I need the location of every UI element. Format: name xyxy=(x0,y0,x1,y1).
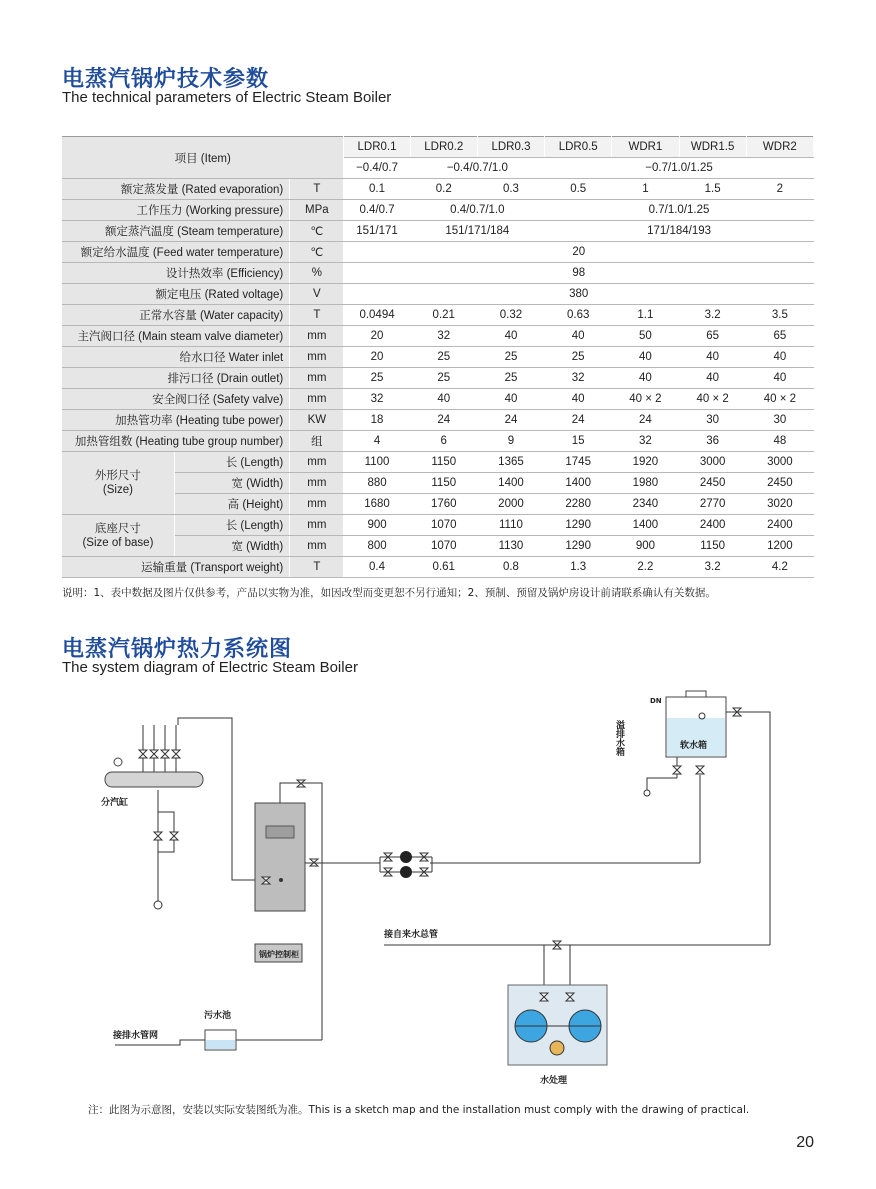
table-cell: 1365 xyxy=(477,452,544,473)
table-cell: 1130 xyxy=(477,536,544,557)
table-cell: 24 xyxy=(612,410,679,431)
header-label: 分汽缸 xyxy=(101,798,129,808)
table-cell: 1.1 xyxy=(612,305,679,326)
model-header: WDR1.5 xyxy=(679,137,746,158)
table-cell: 1980 xyxy=(612,473,679,494)
table-cell: 1.5 xyxy=(679,179,746,200)
table-cell: 2450 xyxy=(746,473,813,494)
table-cell: 40 xyxy=(679,368,746,389)
table-cell: 1290 xyxy=(545,515,612,536)
table-cell: 40 xyxy=(410,389,477,410)
table-cell: 1070 xyxy=(410,536,477,557)
table-cell: 20 xyxy=(344,347,410,368)
table-cell: 2400 xyxy=(746,515,813,536)
unit-cell: MPa xyxy=(290,200,344,221)
base-group-label: 底座尺寸 (Size of base) xyxy=(62,515,174,557)
row-label: 工作压力 (Working pressure) xyxy=(62,200,290,221)
table-cell: 25 xyxy=(477,347,544,368)
table-cell: 0.2 xyxy=(410,179,477,200)
table-cell: 380 xyxy=(344,284,814,305)
table-cell: 0.21 xyxy=(410,305,477,326)
row-label: 额定蒸发量 (Rated evaporation) xyxy=(62,179,290,200)
table-cell: 40 xyxy=(545,389,612,410)
table-cell: 1070 xyxy=(410,515,477,536)
unit-cell: T xyxy=(290,557,344,578)
table-cell: 0.1 xyxy=(344,179,410,200)
table-cell: 6 xyxy=(410,431,477,452)
row-label: 正常水容量 (Water capacity) xyxy=(62,305,290,326)
table-cell: 3020 xyxy=(746,494,813,515)
boiler-outlet-point xyxy=(279,878,283,882)
sewage-water-fill xyxy=(206,1040,235,1049)
table-cell: 1290 xyxy=(545,536,612,557)
unit-cell: mm xyxy=(290,452,344,473)
table-cell: 3.2 xyxy=(679,557,746,578)
table-cell: 1745 xyxy=(545,452,612,473)
table-cell: 24 xyxy=(410,410,477,431)
unit-cell: mm xyxy=(290,326,344,347)
table-cell: 0.4/0.7/1.0 xyxy=(410,200,544,221)
table-cell: 0.0494 xyxy=(344,305,410,326)
table-cell: 24 xyxy=(477,410,544,431)
table-cell: 0.4 xyxy=(344,557,410,578)
table-cell: 32 xyxy=(344,389,410,410)
row-label: 宽 (Width) xyxy=(174,536,289,557)
table-cell: 30 xyxy=(746,410,813,431)
unit-cell: V xyxy=(290,284,344,305)
table-cell: 4.2 xyxy=(746,557,813,578)
drain-point-icon xyxy=(154,901,162,909)
model-header: WDR1 xyxy=(612,137,679,158)
table-cell: 1.3 xyxy=(545,557,612,578)
tank-lid-icon xyxy=(686,691,706,697)
table-cell: 25 xyxy=(344,368,410,389)
cabinet-label: 锅炉控制柜 xyxy=(259,950,299,959)
table-cell: 3.2 xyxy=(679,305,746,326)
table-cell: 40 xyxy=(545,326,612,347)
section-title-en: The technical parameters of Electric Steam Boiler xyxy=(62,89,392,106)
pressure-class-cell: −0.4/0.7/1.0 xyxy=(410,158,544,179)
table-cell: 0.61 xyxy=(410,557,477,578)
table-cell: 2340 xyxy=(612,494,679,515)
drain-network-label: 接排水管网 xyxy=(113,1031,159,1041)
table-cell: 40 xyxy=(612,368,679,389)
table-cell: 1920 xyxy=(612,452,679,473)
table-cell: 40 xyxy=(679,347,746,368)
item-header: 项目 (Item) xyxy=(62,137,344,179)
table-cell: 30 xyxy=(679,410,746,431)
table-cell: 2000 xyxy=(477,494,544,515)
row-label: 运输重量 (Transport weight) xyxy=(62,557,290,578)
steam-header-icon xyxy=(105,772,203,787)
table-cell: 3.5 xyxy=(746,305,813,326)
row-label: 高 (Height) xyxy=(174,494,289,515)
table-cell: 1 xyxy=(612,179,679,200)
table-cell: 25 xyxy=(545,347,612,368)
row-label: 设计热效率 (Efficiency) xyxy=(62,263,290,284)
row-label: 额定电压 (Rated voltage) xyxy=(62,284,290,305)
unit-cell: mm xyxy=(290,536,344,557)
unit-cell: mm xyxy=(290,515,344,536)
table-cell: 800 xyxy=(344,536,410,557)
unit-cell: ℃ xyxy=(290,242,344,263)
model-header: LDR0.2 xyxy=(410,137,477,158)
float-valve-icon xyxy=(699,713,705,719)
table-cell: 900 xyxy=(612,536,679,557)
table-cell: 15 xyxy=(545,431,612,452)
row-label: 主汽阀口径 (Main steam valve diameter) xyxy=(62,326,290,347)
table-cell: 40 × 2 xyxy=(612,389,679,410)
table-cell: 32 xyxy=(545,368,612,389)
table-cell: 1200 xyxy=(746,536,813,557)
model-header: LDR0.1 xyxy=(344,137,410,158)
table-cell: 40 × 2 xyxy=(746,389,813,410)
table-cell: 0.5 xyxy=(545,179,612,200)
pressure-class-cell: −0.7/1.0/1.25 xyxy=(545,158,814,179)
unit-cell: T xyxy=(290,305,344,326)
page-number: 20 xyxy=(796,1134,814,1151)
table-cell: 0.8 xyxy=(477,557,544,578)
model-header: LDR0.3 xyxy=(477,137,544,158)
unit-cell: mm xyxy=(290,347,344,368)
row-label: 额定给水温度 (Feed water temperature) xyxy=(62,242,290,263)
table-cell: 40 × 2 xyxy=(679,389,746,410)
section-title-zh: 电蒸汽锅炉热力系统图 xyxy=(62,637,293,662)
table-cell: 1400 xyxy=(545,473,612,494)
table-cell: 1150 xyxy=(410,452,477,473)
table-cell: 1150 xyxy=(410,473,477,494)
size-group-label: 外形尺寸 (Size) xyxy=(62,452,174,515)
unit-cell: mm xyxy=(290,494,344,515)
row-label: 安全阀口径 (Safety valve) xyxy=(62,389,290,410)
section-title-en: The system diagram of Electric Steam Boiler xyxy=(62,659,358,676)
valve-icon xyxy=(673,766,681,774)
table-cell: 151/171 xyxy=(344,221,410,242)
unit-cell: T xyxy=(290,179,344,200)
row-label: 加热管功率 (Heating tube power) xyxy=(62,410,290,431)
table-note: 说明：1、表中数据及图片仅供参考，产品以实物为准，如因改型而变更恕不另行通知；2、预制、预留及锅炉房设计前请联系确认有关数据。 xyxy=(62,587,716,599)
model-header: WDR2 xyxy=(746,137,813,158)
heating-element-icon xyxy=(266,826,294,838)
row-label: 加热管组数 (Heating tube group number) xyxy=(62,431,290,452)
table-cell: 0.32 xyxy=(477,305,544,326)
table-cell: 1680 xyxy=(344,494,410,515)
table-cell: 0.7/1.0/1.25 xyxy=(545,200,814,221)
table-cell: 1760 xyxy=(410,494,477,515)
table-cell: 18 xyxy=(344,410,410,431)
pressure-gauge-icon xyxy=(114,758,122,766)
row-label: 排污口径 (Drain outlet) xyxy=(62,368,290,389)
table-cell: 2.2 xyxy=(612,557,679,578)
model-header: LDR0.5 xyxy=(545,137,612,158)
table-cell: 2450 xyxy=(679,473,746,494)
city-water-label: 接自来水总管 xyxy=(384,930,439,940)
table-cell: 2280 xyxy=(545,494,612,515)
table-cell: 20 xyxy=(344,326,410,347)
table-cell: 40 xyxy=(612,347,679,368)
table-cell: 2 xyxy=(746,179,813,200)
soft-tank-label: 软水箱 xyxy=(680,741,708,751)
table-cell: 2770 xyxy=(679,494,746,515)
brine-tank-icon xyxy=(550,1041,564,1055)
table-cell: 25 xyxy=(477,368,544,389)
table-cell: 2400 xyxy=(679,515,746,536)
table-cell: 4 xyxy=(344,431,410,452)
table-cell: 1100 xyxy=(344,452,410,473)
table-cell: 40 xyxy=(746,368,813,389)
unit-cell: KW xyxy=(290,410,344,431)
boiler-icon xyxy=(255,803,305,911)
table-cell: 3000 xyxy=(746,452,813,473)
pump-icon xyxy=(400,866,412,878)
table-cell: 25 xyxy=(410,368,477,389)
table-cell: 50 xyxy=(612,326,679,347)
valve-icon xyxy=(696,766,704,774)
table-cell: 40 xyxy=(746,347,813,368)
table-cell: 24 xyxy=(545,410,612,431)
table-cell: 40 xyxy=(477,326,544,347)
unit-cell: ℃ xyxy=(290,221,344,242)
drain-point-icon xyxy=(644,790,650,796)
table-cell: 36 xyxy=(679,431,746,452)
table-cell: 880 xyxy=(344,473,410,494)
unit-cell: 组 xyxy=(290,431,344,452)
table-cell: 20 xyxy=(344,242,814,263)
table-cell: 1400 xyxy=(612,515,679,536)
unit-cell: mm xyxy=(290,368,344,389)
unit-cell: % xyxy=(290,263,344,284)
table-cell: 1400 xyxy=(477,473,544,494)
table-cell: 1150 xyxy=(679,536,746,557)
table-cell: 25 xyxy=(410,347,477,368)
pump-icon xyxy=(400,851,412,863)
footnote: 注：此图为示意图，安装以实际安装图纸为准。This is a sketch map and the installation must comply with the drawing of practical. xyxy=(88,1104,750,1116)
water-treatment-label: 水处理 xyxy=(540,1076,568,1086)
pressure-class-cell: −0.4/0.7 xyxy=(344,158,410,179)
table-cell: 48 xyxy=(746,431,813,452)
table-cell: 0.4/0.7 xyxy=(344,200,410,221)
table-cell: 1110 xyxy=(477,515,544,536)
table-cell: 32 xyxy=(612,431,679,452)
table-cell: 40 xyxy=(477,389,544,410)
table-cell: 32 xyxy=(410,326,477,347)
row-label: 给水口径 Water inlet xyxy=(62,347,290,368)
table-cell: 0.3 xyxy=(477,179,544,200)
feed-pump-group xyxy=(384,851,428,878)
table-cell: 3000 xyxy=(679,452,746,473)
sewage-label: 污水池 xyxy=(204,1011,232,1021)
overflow-label: 溢排水箱 xyxy=(614,720,624,756)
table-cell: 900 xyxy=(344,515,410,536)
table-cell: 9 xyxy=(477,431,544,452)
table-cell: 171/184/193 xyxy=(545,221,814,242)
table-cell: 98 xyxy=(344,263,814,284)
row-label: 长 (Length) xyxy=(174,452,289,473)
table-cell: 151/171/184 xyxy=(410,221,544,242)
table-cell: 65 xyxy=(679,326,746,347)
unit-cell: mm xyxy=(290,473,344,494)
table-cell: 65 xyxy=(746,326,813,347)
dn-label: DN xyxy=(650,697,662,705)
table-cell: 0.63 xyxy=(545,305,612,326)
unit-cell: mm xyxy=(290,389,344,410)
row-label: 长 (Length) xyxy=(174,515,289,536)
row-label: 额定蒸汽温度 (Steam temperature) xyxy=(62,221,290,242)
row-label: 宽 (Width) xyxy=(174,473,289,494)
section-title-zh: 电蒸汽锅炉技术参数 xyxy=(62,67,270,92)
